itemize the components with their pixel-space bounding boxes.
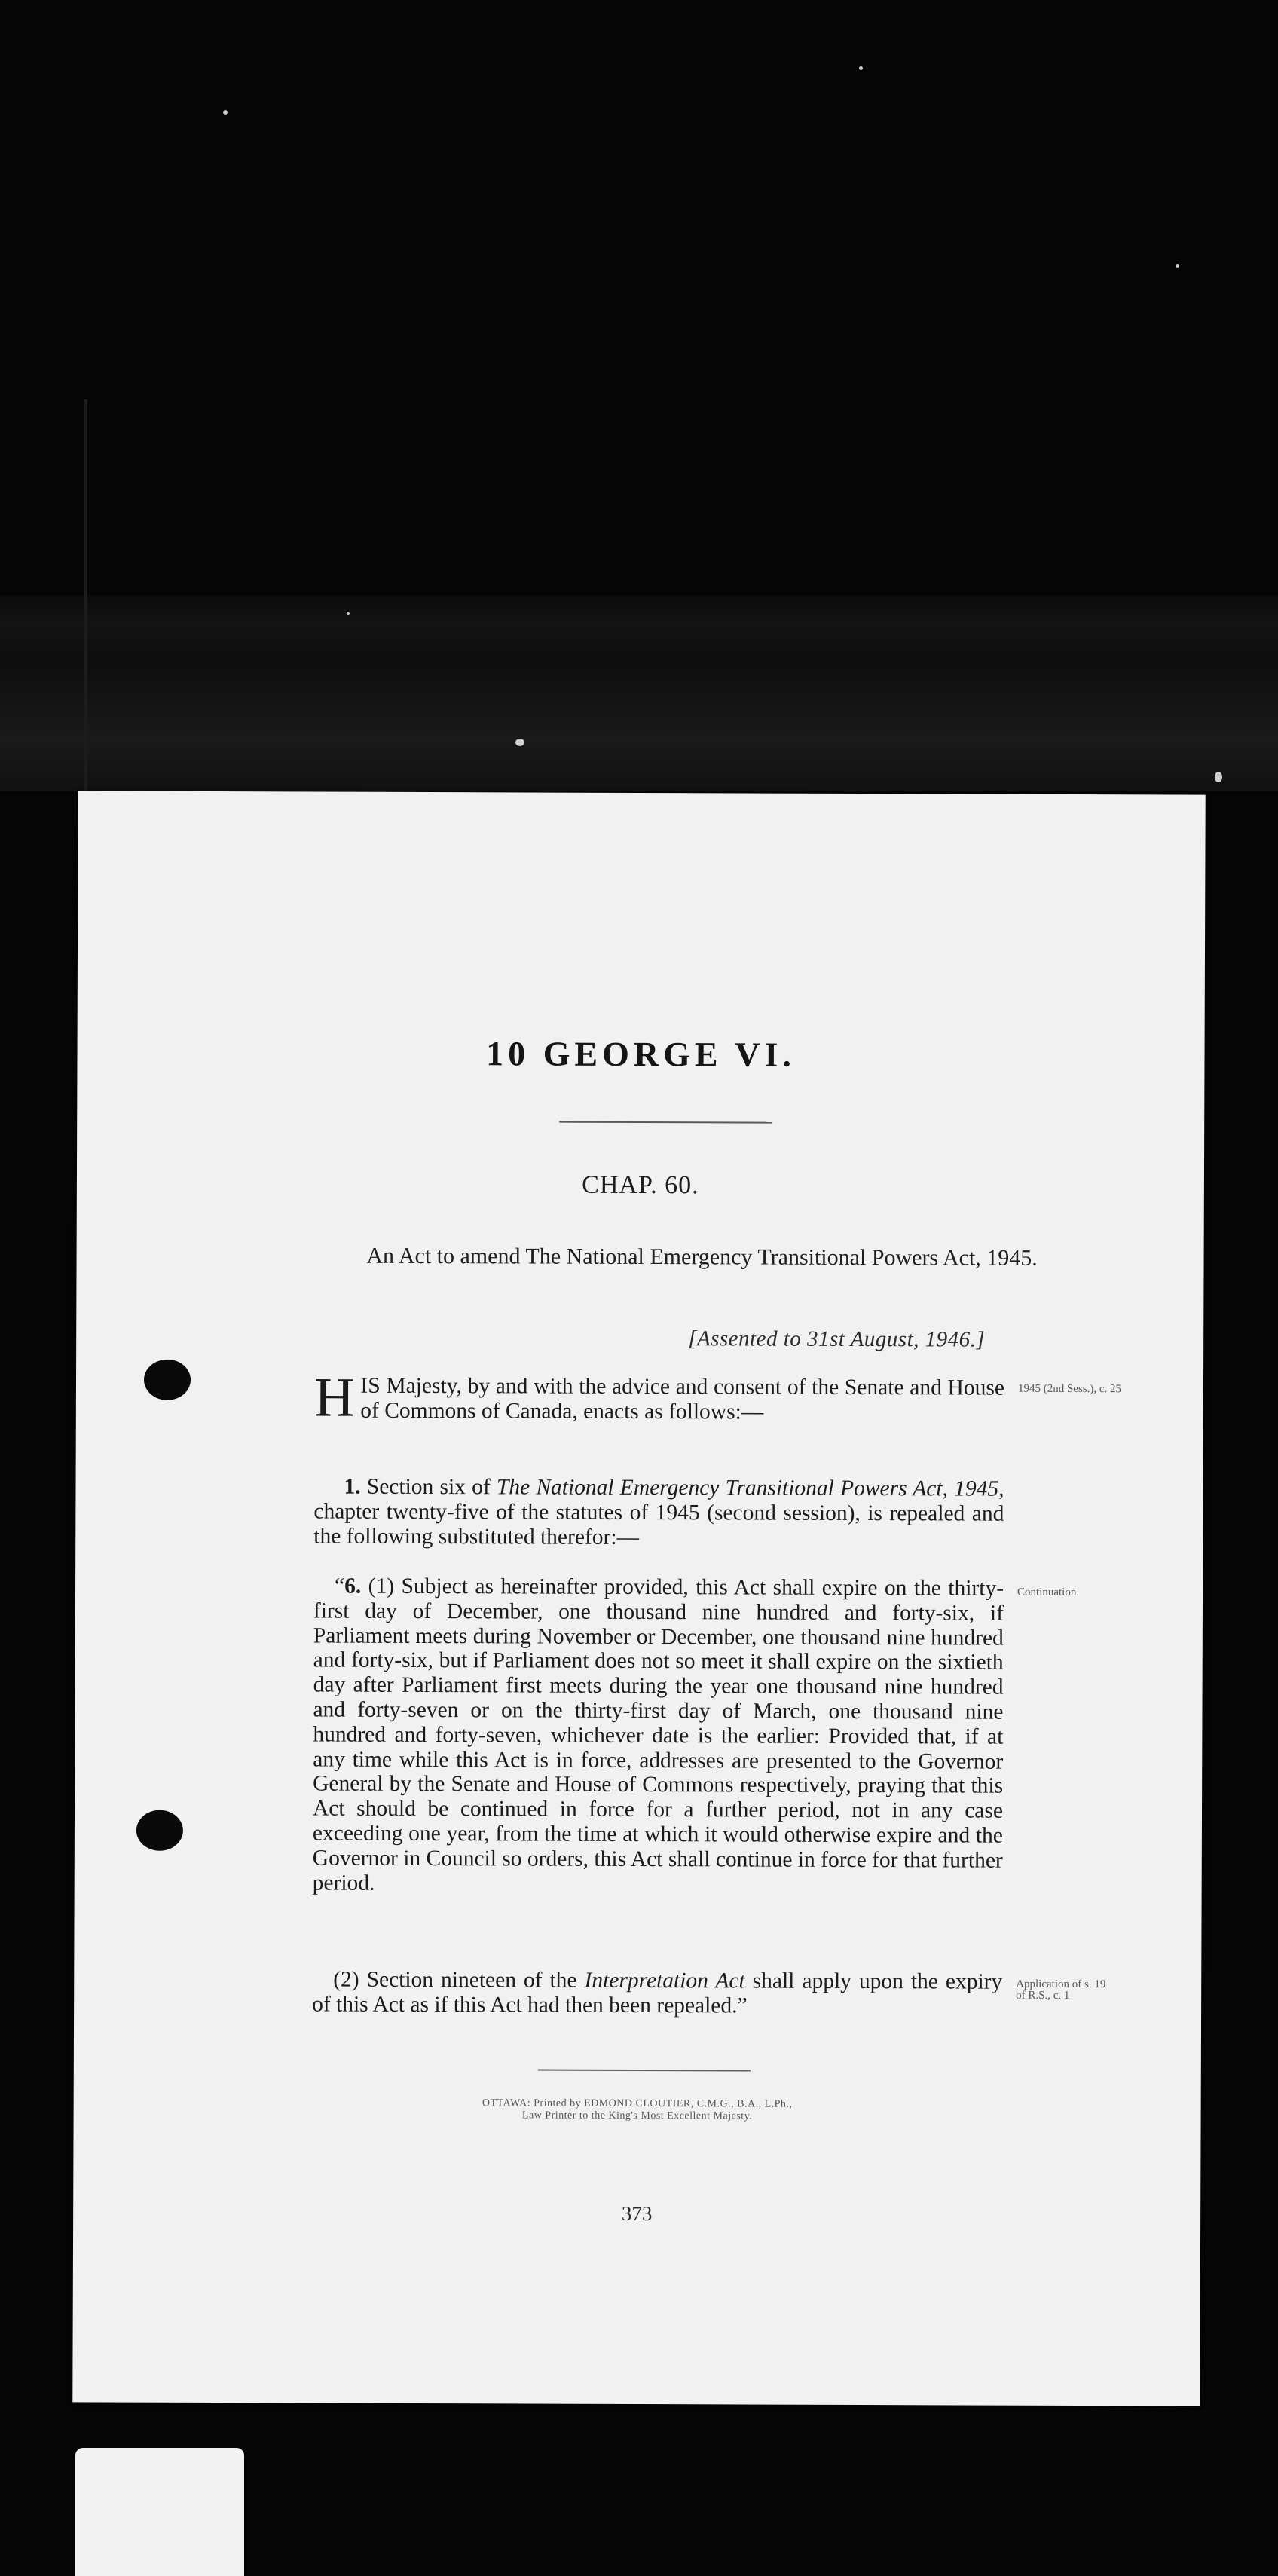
section-1	[313, 1474, 1004, 1551]
section-number: 1.	[344, 1474, 361, 1499]
drop-cap: H	[313, 1366, 355, 1429]
document-page	[72, 791, 1205, 2406]
margin-note-application: Application of s. 19 of R.S., c. 1	[1016, 1978, 1106, 2002]
page-number: 373	[621, 2201, 653, 2226]
printer-line: Law Printer to the King's Most Excellent Majesty.	[521, 2109, 753, 2122]
subsection-2	[312, 1967, 1002, 2019]
preamble-text: IS Majesty, by and with the advice and consent of the Senate and House of Commons of Canada, enacts as follows:—	[360, 1373, 1005, 1424]
section-text: (1) Subject as hereinafter provided, this Act shall expire on the thirty-first day of December, one thousand nine hundred and forty-six, if Parliament meets during November or December, one thousand nine hundred and forty-six, but if Parliament does not so meet it shall expire on the sixtieth day after Parliament first meets during the year one thousand nine hundred and forty-seven or on the thirty-first day of March, one thousand nine hundred and forty-seven, whichever date is the earlier: Provided that, if at any time while this Act is in force, addresses are presented to the Governor General by the Senate and House of Commons respectively, praying that this Act should be continued in force for a further period, not in any case exceeding one year, from the time at which it would otherwise expire and the Governor in Council so orders, this Act shall continue in force for that further period.	[312, 1574, 1004, 1895]
printer-line: OTTAWA: Printed by EDMOND CLOUTIER, C.M.G., B.A., L.Ph.,	[482, 2097, 793, 2110]
reign-heading: 10 GEORGE VI.	[486, 1034, 796, 1074]
section-6	[313, 1574, 1004, 1898]
dust-speck	[859, 66, 863, 70]
section-text: (2) Section nineteen of the	[333, 1967, 577, 1993]
dust-speck	[1176, 264, 1179, 268]
footer-rule	[538, 2070, 751, 2072]
section-text: shall apply upon the expiry of this Act as if this Act had then been repealed.”	[312, 1969, 1003, 2018]
section-text: Section six of	[366, 1474, 491, 1500]
corner-card	[75, 2448, 244, 2576]
printer-imprint	[74, 2096, 1201, 2124]
margin-note-continuation: Continuation.	[1017, 1586, 1080, 1599]
dust-speck	[1215, 772, 1222, 782]
dust-speck	[223, 110, 228, 115]
punch-hole	[136, 1810, 183, 1851]
chapter-heading: CHAP. 60.	[582, 1170, 699, 1200]
punch-hole	[144, 1360, 191, 1400]
act-name: Interpretation Act	[584, 1968, 745, 1993]
act-name: The National Emergency Transitional Powers Act, 1945,	[496, 1475, 1004, 1501]
margin-note-citation: 1945 (2nd Sess.), c. 25	[1017, 1382, 1122, 1396]
preamble	[313, 1366, 1005, 1429]
heading-rule	[559, 1121, 772, 1124]
section-number: 6.	[344, 1574, 362, 1599]
dust-speck	[347, 612, 350, 615]
section-text: chapter twenty-five of the statutes of 1945 (second session), is repealed and the following substituted therefor:—	[313, 1499, 1004, 1550]
dust-speck	[515, 739, 524, 746]
act-title: An Act to amend The National Emergency Transitional Powers Act, 1945.	[366, 1243, 1038, 1271]
assent-date: [Assented to 31st August, 1946.]	[688, 1326, 986, 1352]
scan-dark-band	[0, 595, 1278, 663]
scan-dark-band	[0, 663, 1278, 791]
open-quote: “	[334, 1574, 345, 1599]
